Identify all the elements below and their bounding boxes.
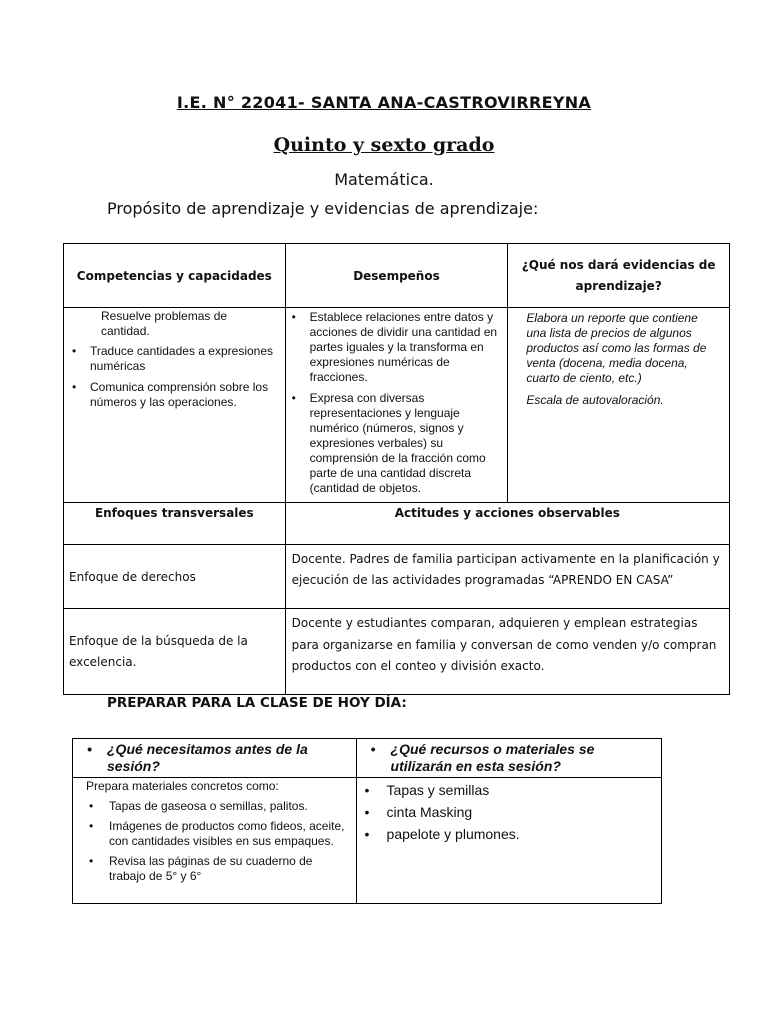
question-before-session xyxy=(73,739,357,778)
bullet-icon: • xyxy=(89,854,94,868)
bullet-icon: • xyxy=(89,819,94,833)
materials-cell xyxy=(356,778,661,904)
before-session-cell xyxy=(73,778,357,904)
evidencias-scale: Escala de autovaloración. xyxy=(526,393,664,407)
competencias-intro: Resuelve problemas de cantidad. xyxy=(101,309,228,338)
bullet-icon: • xyxy=(87,741,92,757)
list-item: • papelote y plumones. xyxy=(363,824,655,845)
enfoque-derechos: Enfoque de derechos xyxy=(64,545,286,609)
bullet-icon: • xyxy=(72,344,77,358)
before-session-list xyxy=(87,799,350,884)
grade-title: Quinto y sexto grado xyxy=(273,134,495,156)
list-item: • Establece relaciones entre datos y acciones de dividir una cantidad en partes iguales y la transforma en expresiones numéricas de fracciones. xyxy=(291,310,498,384)
bullet-icon: • xyxy=(364,826,370,842)
before-session-intro: Prepara materiales concretos como: xyxy=(86,779,279,793)
actitud-derechos: Docente. Padres de familia participan activamente en la planificación y ejecución de las actividades programadas “APRENDO EN CASA” xyxy=(285,545,729,609)
list-item: • Tapas de gaseosa o semillas, palitos. xyxy=(89,799,308,813)
preparation-table xyxy=(72,738,662,904)
bullet-icon: • xyxy=(364,782,370,798)
evidencias-cell xyxy=(508,308,730,503)
list-item: • ¿Qué necesitamos antes de la sesión? xyxy=(87,741,308,774)
competencias-list xyxy=(70,344,279,410)
prep-heading: PREPARAR PARA LA CLASE DE HOY DÍA: xyxy=(107,695,407,711)
list-item: • Revisa las páginas de su cuaderno de trabajo de 5° y 6° xyxy=(89,854,313,883)
header-competencias: Competencias y capacidades xyxy=(64,244,286,308)
desempenos-cell xyxy=(285,308,508,503)
header-enfoques: Enfoques transversales xyxy=(64,503,286,545)
school-title: I.E. N° 22041- SANTA ANA-CASTROVIRREYNA xyxy=(176,93,592,112)
bullet-icon: • xyxy=(291,310,296,324)
materials-list xyxy=(363,780,655,845)
desempenos-list xyxy=(290,310,502,496)
bullet-icon: • xyxy=(291,391,296,405)
bullet-icon: • xyxy=(89,799,94,813)
list-item: • Imágenes de productos como fideos, aceite, con cantidades visibles en sus empaques. xyxy=(89,819,345,848)
list-item: • Comunica comprensión sobre los números y las operaciones. xyxy=(72,380,269,409)
learning-purpose-table xyxy=(63,243,730,695)
competencias-cell xyxy=(64,308,286,503)
subject-title: Matemática. xyxy=(334,170,434,189)
header-actitudes: Actitudes y acciones observables xyxy=(285,503,729,545)
enfoque-excelencia: Enfoque de la búsqueda de la excelencia. xyxy=(64,609,286,695)
bullet-icon: • xyxy=(72,380,77,394)
list-item: • Expresa con diversas representaciones y lenguaje numérico (números, signos y expresiones verbales) su comprensión de la fracción como parte de una cantidad discreta (cantidad de objetos. xyxy=(291,391,486,495)
purpose-heading: Propósito de aprendizaje y evidencias de aprendizaje: xyxy=(107,199,539,218)
actitud-excelencia: Docente y estudiantes comparan, adquieren y emplean estrategias para organizarse en familia y conversan de como venden y/o compran productos con el conteo y división exacto. xyxy=(285,609,729,695)
question-materials xyxy=(356,739,661,778)
list-item: • ¿Qué recursos o materiales se utilizarán en esta sesión? xyxy=(370,741,595,774)
header-desempenos: Desempeños xyxy=(285,244,508,308)
bullet-icon: • xyxy=(370,741,376,757)
bullet-icon: • xyxy=(364,804,370,820)
list-item: • cinta Masking xyxy=(363,802,655,823)
header-evidencias: ¿Qué nos dará evidencias de aprendizaje? xyxy=(508,244,730,308)
list-item: • Tapas y semillas xyxy=(363,780,655,801)
evidencias-text: Elabora un reporte que contiene una lista de precios de algunos productos así como las formas de venta (docena, media docena, cuarto de ciento, etc.) xyxy=(526,311,707,385)
list-item: • Traduce cantidades a expresiones numéricas xyxy=(72,344,273,373)
